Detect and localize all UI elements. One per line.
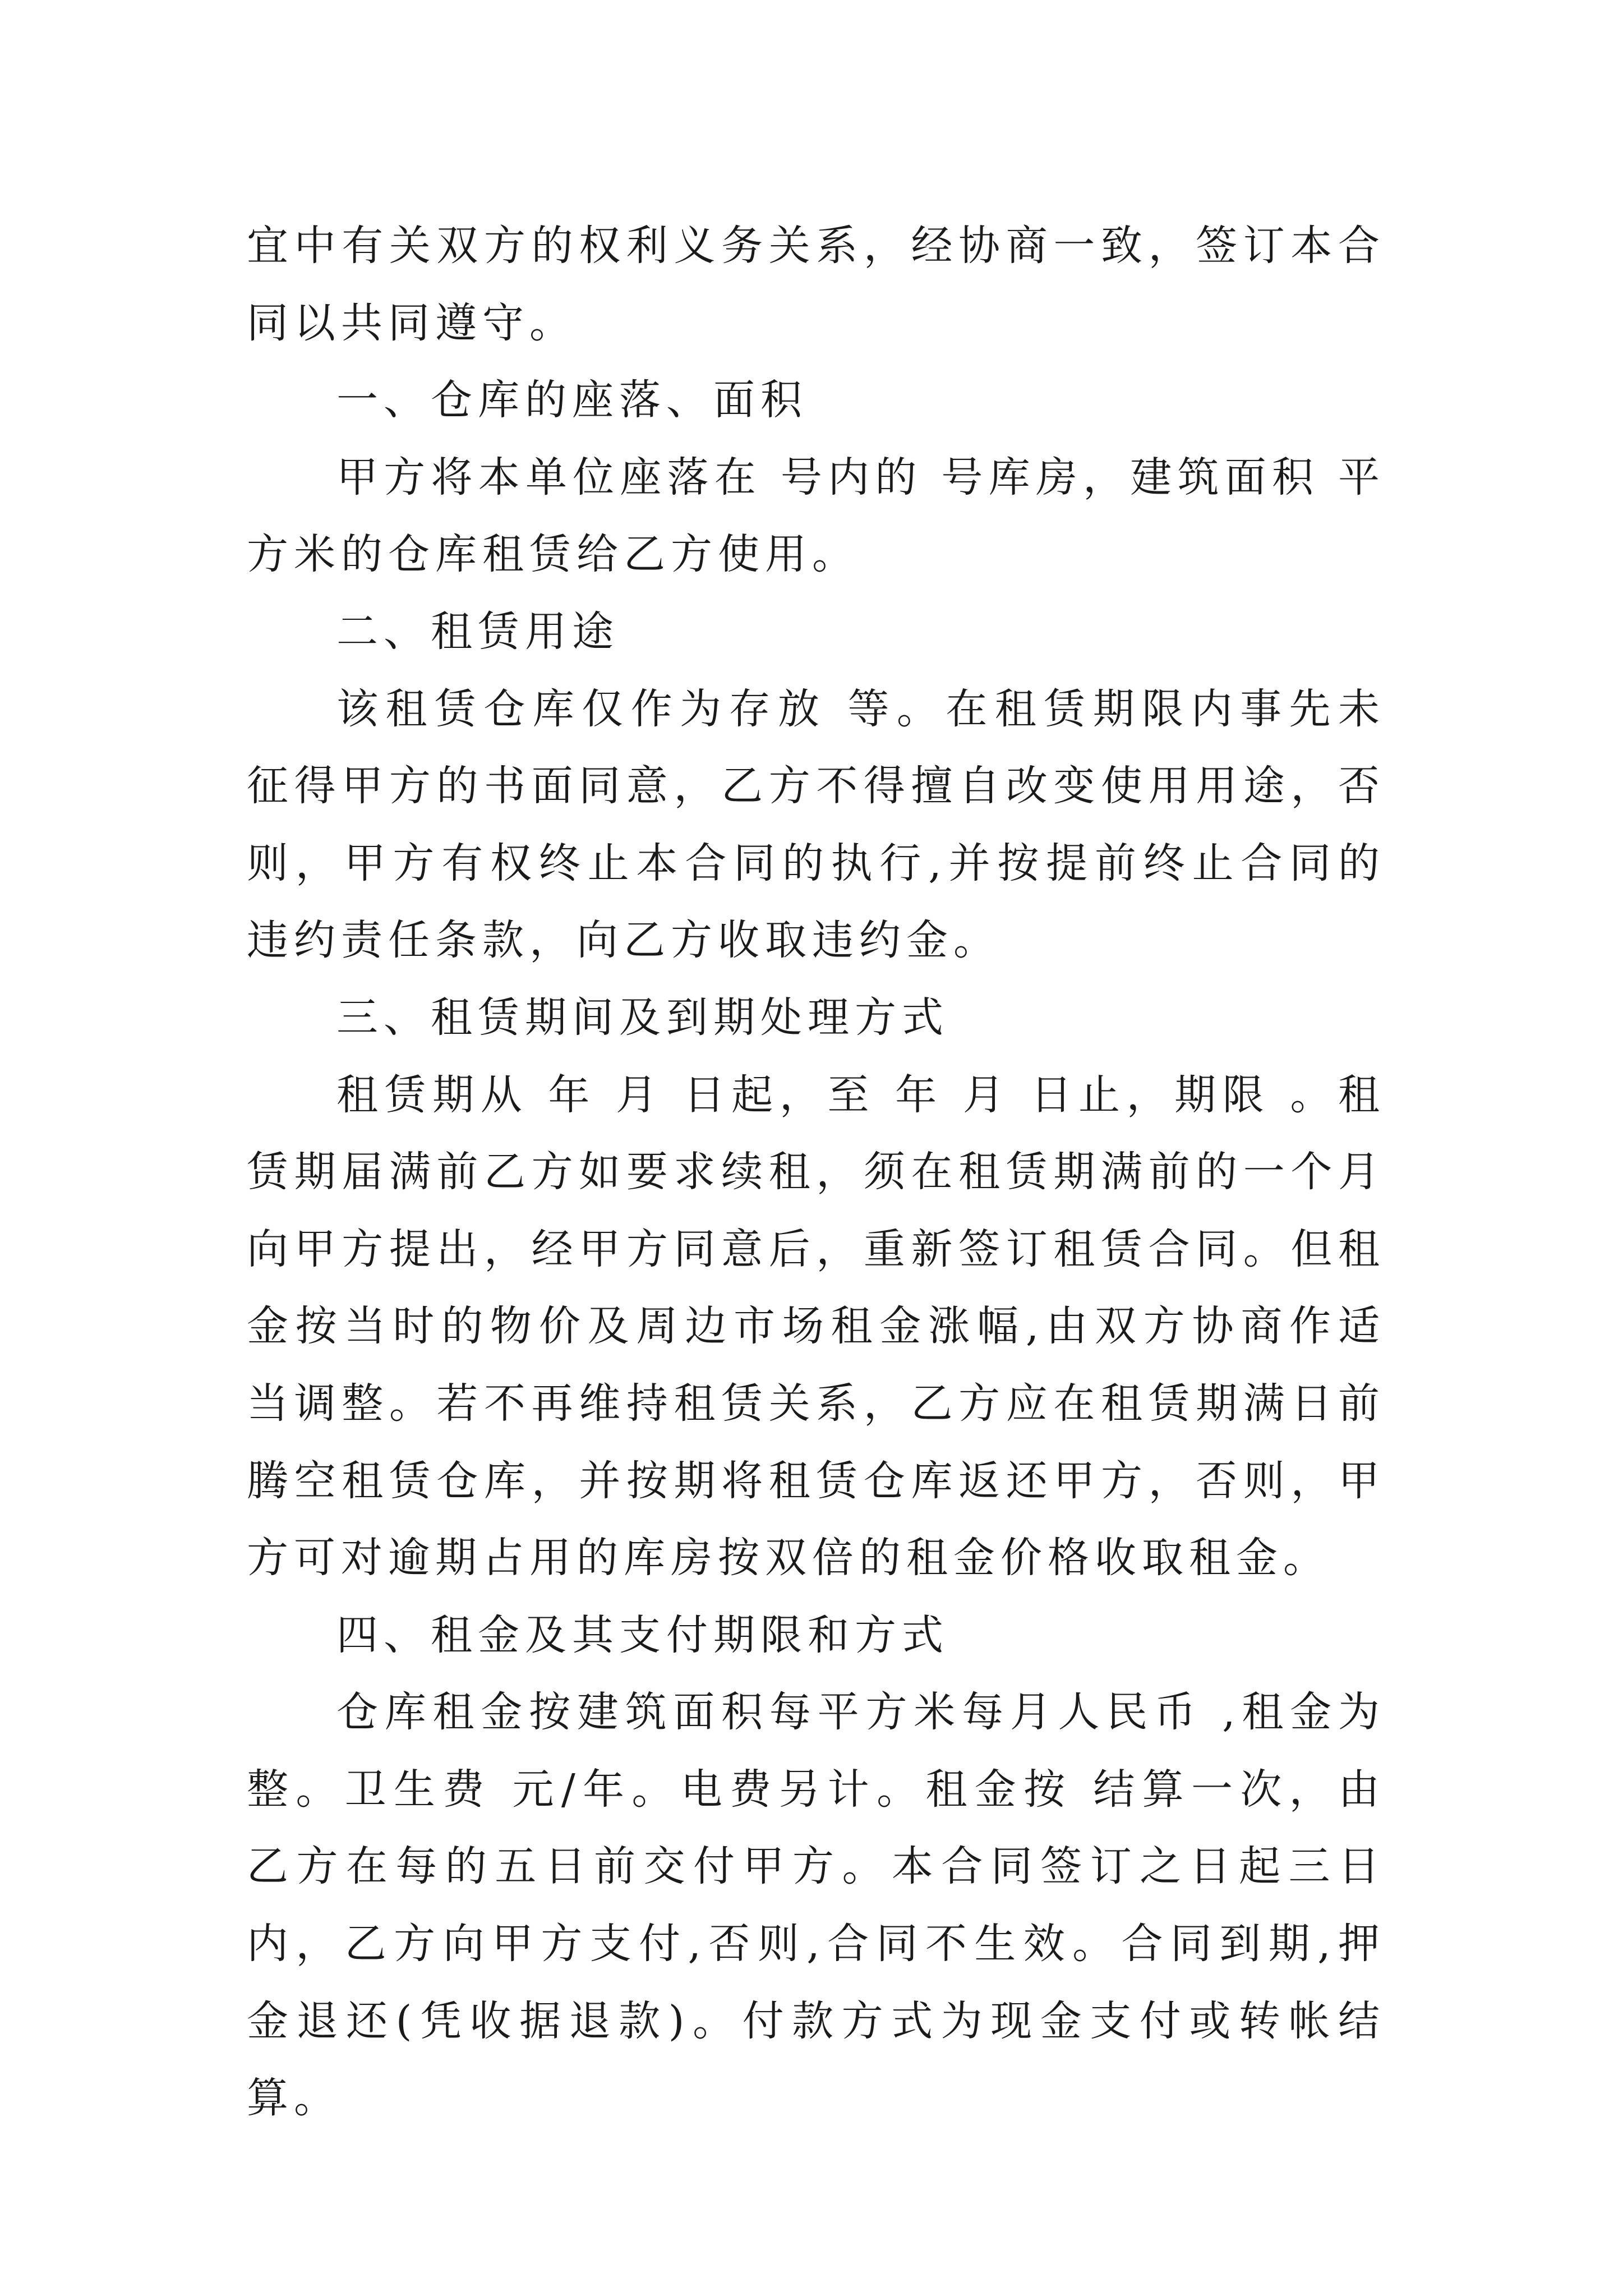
section-heading-rent-payment: 四、租金及其支付期限和方式: [336, 1611, 949, 1659]
paragraph-usage: 该租赁仓库仅作为存放 等。在租赁期限内事先未征得甲方的书面同意，乙方不得擅自改变使用用途，否则，甲方有权终止本合同的执行,并按提前终止合同的违约责任条款，向乙方收取违约金。: [247, 684, 1385, 965]
paragraph-location-area: 甲方将本单位座落在 号内的 号库房，建筑面积 平方米的仓库租赁给乙方使用。: [247, 453, 1385, 579]
paragraph-lease-term: 租赁期从 年 月 日起，至 年 月 日止，期限 。租赁期届满前乙方如要求续租，须在租赁期满前的一个月向甲方提出，经甲方同意后，重新签订租赁合同。但租金按当时的物价及周边市场租金涨幅,由双方协商作适当调整。若不再维持租赁关系，乙方应在租赁期满日前腾空租赁仓库，并按期将租赁仓库返还甲方，否则，甲方可对逾期占用的库房按双倍的租金价格收取租金。: [247, 1070, 1385, 1582]
section-heading-lease-term: 三、租赁期间及到期处理方式: [336, 993, 949, 1042]
paragraph-rent-payment: 仓库租金按建筑面积每平方米每月人民币 ,租金为 整。卫生费 元/年。电费另计。租金按 结算一次，由乙方在每的五日前交付甲方。本合同签订之日起三日内，乙方向甲方支付,否则,合同不生效。合同到期,押金退还(凭收据退款)。付款方式为现金支付或转帐结算。: [247, 1688, 1385, 2123]
section-heading-location-area: 一、仓库的座落、面积: [336, 376, 808, 425]
section-heading-usage: 二、租赁用途: [336, 607, 619, 656]
document-body: [247, 208, 1385, 2137]
paragraph-continued-intro: 宜中有关双方的权利义务关系，经协商一致，签订本合同以共同遵守。: [247, 222, 1385, 347]
